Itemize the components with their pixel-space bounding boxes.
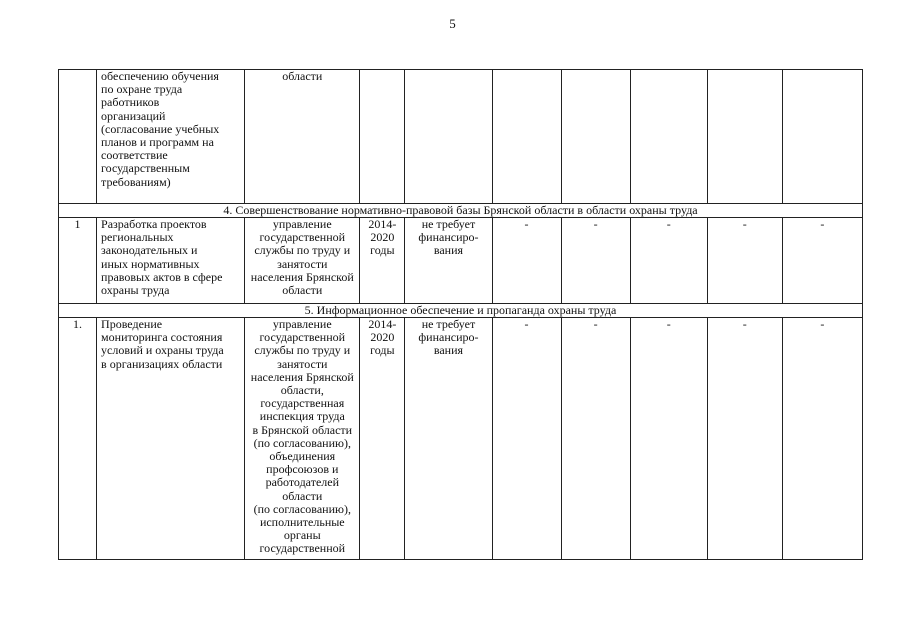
financing: не требует финансиро- вания — [405, 218, 492, 304]
row-number — [59, 70, 97, 204]
value-cell: - — [492, 318, 561, 560]
table-row-5-1 — [59, 318, 863, 560]
financing: не требует финансиро- вания — [405, 318, 492, 560]
row-number: 1. — [59, 318, 97, 560]
value-cell: - — [630, 218, 707, 304]
value-cell: - — [630, 318, 707, 560]
value-cell — [492, 70, 561, 204]
table-row-continued — [59, 70, 863, 204]
executor: управление государственной службы по труду и занятости населения Брянской области — [245, 218, 360, 304]
term: 2014- 2020 годы — [360, 218, 405, 304]
term: 2014- 2020 годы — [360, 318, 405, 560]
value-cell: - — [561, 218, 630, 304]
term — [360, 70, 405, 204]
table-row-4-1 — [59, 218, 863, 304]
measure-name: Разработка проектов региональных законодательных и иных нормативных правовых актов в сфере охраны труда — [97, 218, 245, 304]
value-cell: - — [782, 218, 862, 304]
value-cell — [561, 70, 630, 204]
value-cell — [707, 70, 782, 204]
value-cell — [630, 70, 707, 204]
section-title: 4. Совершенствование нормативно-правовой базы Брянской области в области охраны труда — [59, 204, 863, 218]
page-number: 5 — [449, 16, 456, 31]
financing — [405, 70, 492, 204]
value-cell: - — [492, 218, 561, 304]
executor: области — [245, 70, 360, 204]
plan-table — [58, 69, 863, 560]
section-title: 5. Информационное обеспечение и пропаганда охраны труда — [59, 304, 863, 318]
value-cell — [782, 70, 862, 204]
measure-name: Проведение мониторинга состояния условий и охраны труда в организациях области — [97, 318, 245, 560]
value-cell: - — [707, 318, 782, 560]
value-cell: - — [561, 318, 630, 560]
row-number: 1 — [59, 218, 97, 304]
value-cell: - — [782, 318, 862, 560]
section-header-5 — [59, 304, 863, 318]
value-cell: - — [707, 218, 782, 304]
section-header-4 — [59, 204, 863, 218]
measure-name: обеспечению обучения по охране труда работников организаций (согласование учебных планов и программ на соответствие государственным требованиям) — [97, 70, 245, 204]
executor: управление государственной службы по труду и занятости населения Брянской области, государственная инспекция труда в Брянской области (по согласованию), объединения профсоюзов и работодателей области (по согласованию), исполнительные органы государственной — [245, 318, 360, 560]
